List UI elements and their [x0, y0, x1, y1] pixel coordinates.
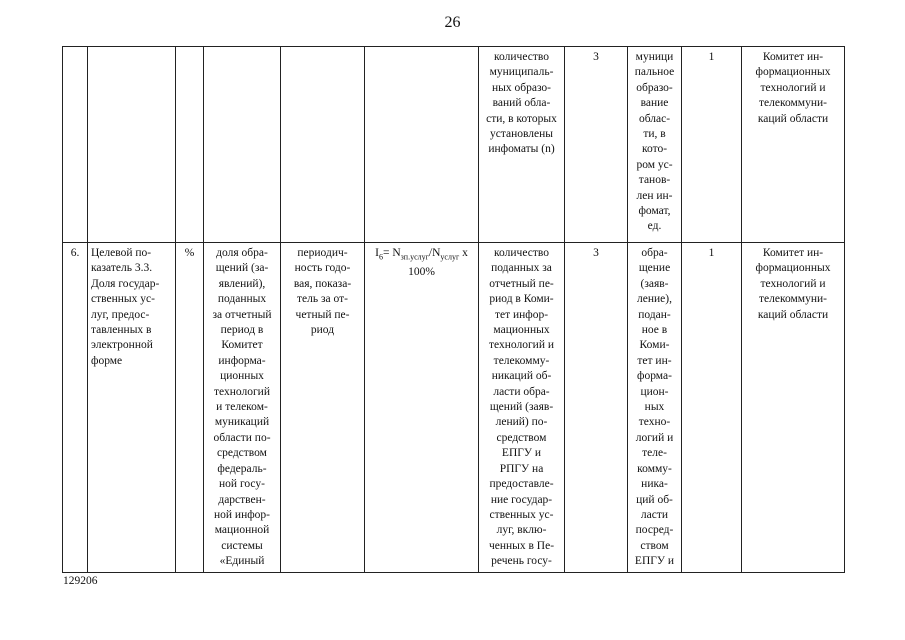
formula-line: $I_6= N_{зп.услуг}/N_{услуг}$ х — [375, 247, 468, 262]
cell-method: 3 — [565, 47, 628, 243]
cell-basic-indicator: количество поданных за отчетный пе- риод в Коми- тет инфор- мационных технологий и телекомму- никаций об- ласти обра- щений (заяв- лений) по- средством ЕПГУ и РПГУ на предоставле- ние государ- ственных ус- луг, вклю- ченных в Пе- речень госу- — [479, 243, 565, 573]
cell-basic-indicator: количество муниципаль- ных образо- ваний обла- сти, в которых установлены инфоматы (n) — [479, 47, 565, 243]
cell-responsible: Комитет ин- формационных технологий и телекоммуни- каций области — [742, 47, 845, 243]
cell-definition — [204, 47, 281, 243]
cell-unit — [176, 47, 204, 243]
cell-indicator-name: Целевой по- казатель 3.3. Доля государ- ственных ус- луг, предос- тавленных в электронной форме — [88, 243, 176, 573]
page-number: 26 — [444, 14, 461, 31]
cell-responsible: Комитет ин- формационных технологий и телекоммуни- каций области — [742, 243, 845, 573]
cell-periodicity — [281, 47, 365, 243]
cell-formula — [365, 243, 479, 573]
cell-definition: доля обра- щений (за- явлений), поданных за отчетный период в Комитет информа- ционных технологий и телеком- муникаций области по- средством федераль- ной госу- дарствен- ной инфор- мационной системы «Единый — [204, 243, 281, 573]
cell-formula — [365, 47, 479, 243]
cell-number — [63, 47, 88, 243]
cell-periodicity: периодич- ность годо- вая, показа- тель за от- четный пе- риод — [281, 243, 365, 573]
cell-observation-unit: муници пальное образо- вание облас- ти, в кото- ром ус- танов- лен ин- фомат, ед. — [628, 47, 682, 243]
cell-coverage: 1 — [682, 243, 742, 573]
indicator-table — [62, 46, 845, 573]
formula-line-2: 100% — [408, 265, 435, 278]
table-row — [63, 47, 845, 243]
cell-unit: % — [176, 243, 204, 573]
cell-method: 3 — [565, 243, 628, 573]
cell-indicator-name — [88, 47, 176, 243]
cell-observation-unit: обра- щение (заяв- ление), подан- ное в Коми- тет ин- форма- цион- ных техно- логий и теле- комму- ника- ций об- ласти посред- ством ЕПГУ и — [628, 243, 682, 573]
table-row — [63, 243, 845, 573]
cell-coverage: 1 — [682, 47, 742, 243]
cell-number: 6. — [63, 243, 88, 573]
footer-code: 129206 — [63, 575, 98, 587]
